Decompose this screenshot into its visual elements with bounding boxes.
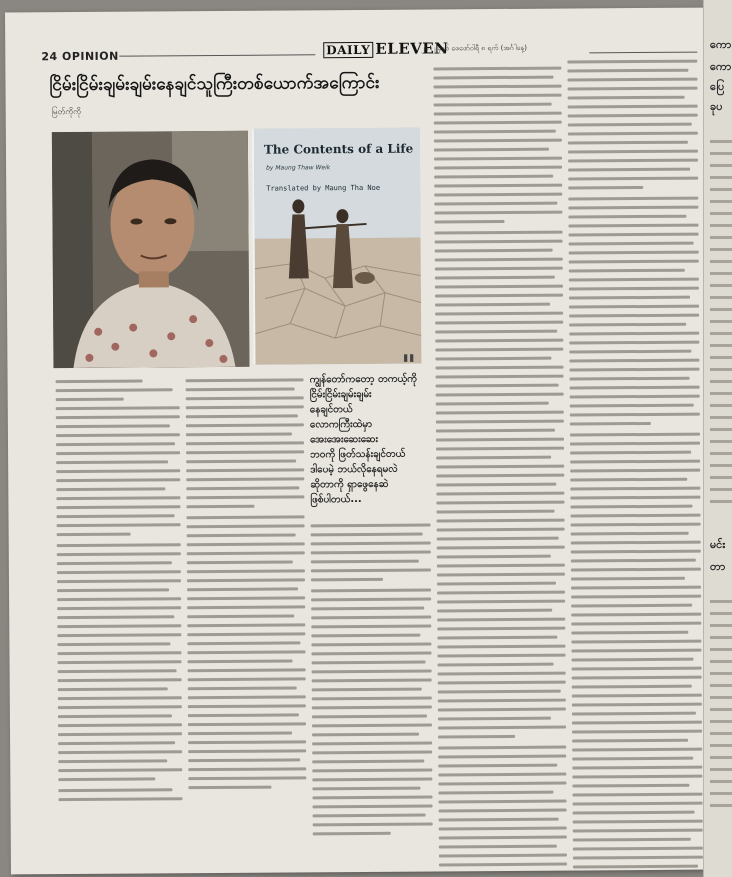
adjacent-page-fragment: ကော <box>710 38 732 51</box>
pull-quote-line: ကျွန်တော်ကတော့ တကယ့်ကို <box>309 373 417 386</box>
pull-quote-line: ငြိမ်းငြိမ်းချမ်းချမ်း <box>309 388 372 401</box>
newspaper-logo: DAILY ELEVEN <box>323 39 448 58</box>
author-portrait-photo <box>52 131 250 368</box>
adjacent-page-edge <box>703 0 732 877</box>
text-column-4 <box>433 67 567 875</box>
adjacent-page-fragment: တာ <box>710 560 726 573</box>
article-headline: ငြိမ်းငြိမ်းချမ်းချမ်းနေချင်သူကြီးတစ်ယောက်အကြောင်း <box>49 72 380 96</box>
pull-quote-line: ဖြစ်ပါတယ်... <box>310 493 362 506</box>
pull-quote-line: ဆိုတာကို ရှာဖွေနေဆဲ <box>310 478 389 491</box>
text-column-5 <box>567 60 703 875</box>
pull-quote-line: ဘဝကို ဖြတ်သန်းချင်တယ် <box>310 448 406 461</box>
adjacent-page-fragment: ကော <box>710 60 732 73</box>
book-cover-title: The Contents of a Life <box>263 141 414 157</box>
text-column-2 <box>186 378 307 795</box>
adjacent-page-fragment: ပြေ <box>710 80 725 93</box>
dateline: ၂၀၂၂ ခုနှစ် ဖေဖော်ဝါရီ ၈ ရက် (အင်္ဂါနေ့) <box>421 43 528 53</box>
pull-quote-line: ဒါပေမဲ့ ဘယ်လိုနေရမလဲ <box>310 463 398 476</box>
book-cover-author: by Maung Thaw Weik <box>266 164 331 172</box>
header-rule-right <box>589 52 697 54</box>
adjacent-page-fragment: ခုပ <box>710 100 723 113</box>
pull-quote-line: နေချင်တယ် <box>309 404 353 416</box>
quote-mark-icon: " <box>401 348 417 382</box>
book-cover-image <box>252 128 422 365</box>
adjacent-page-fragment: မင်း <box>710 538 726 551</box>
pull-quote-line: လောကကြီးထဲမှာ <box>309 418 373 431</box>
article-byline: မြတ်ကိုကို <box>51 106 82 117</box>
pull-quote-line: အေးအေးဆေးဆေး <box>309 433 379 446</box>
pull-quote <box>309 348 429 508</box>
page-section-label: 24 OPINION <box>41 49 119 64</box>
text-column-1 <box>56 379 183 807</box>
book-cover-translator: Translated by Maung Tha Noe <box>266 183 381 193</box>
newspaper-page <box>5 8 711 875</box>
header-rule-left <box>119 54 315 56</box>
text-column-3-lower <box>311 523 433 841</box>
